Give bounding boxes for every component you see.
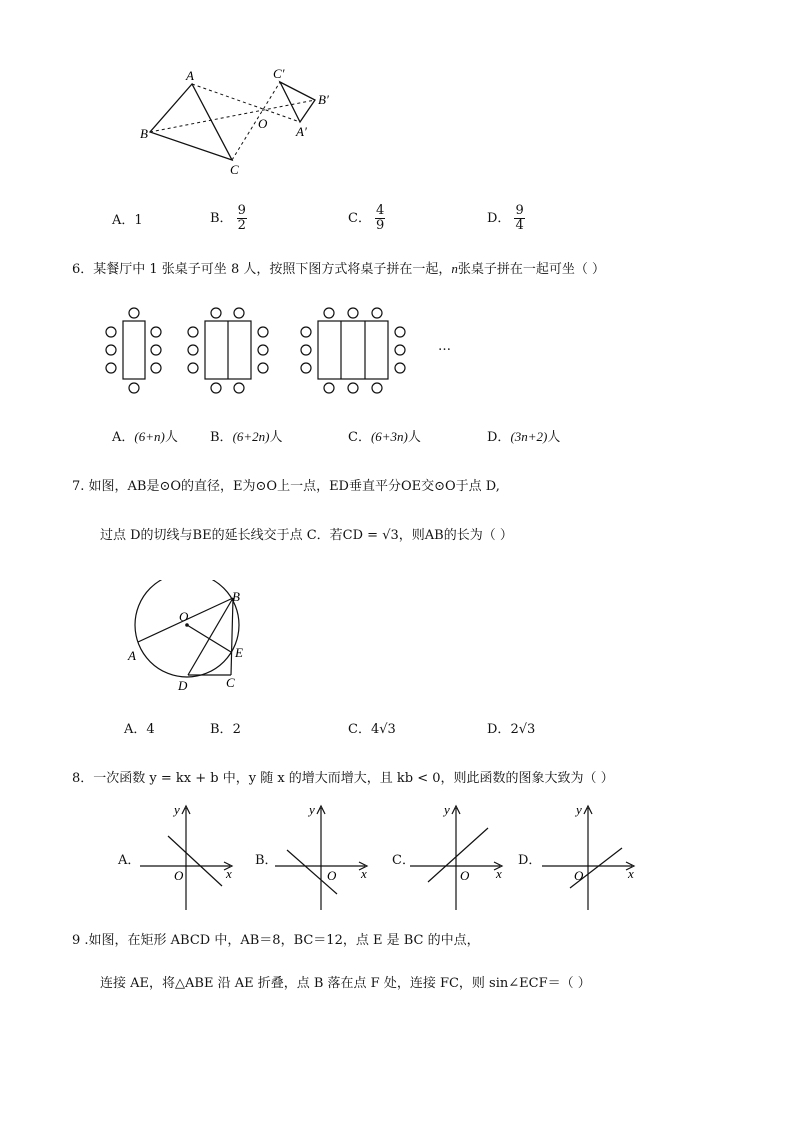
- option-expr: (6+2n): [232, 429, 270, 444]
- option-letter: C．: [348, 211, 371, 226]
- q5-option-c[interactable]: [348, 204, 385, 233]
- label-b: B: [140, 126, 148, 141]
- q8-option-d-label[interactable]: D．: [518, 853, 542, 868]
- axis-x-label: x: [226, 866, 232, 881]
- axis-y-label: y: [444, 802, 450, 817]
- q6-option-d[interactable]: [487, 428, 560, 447]
- option-value: 2: [232, 722, 241, 737]
- q7-option-a[interactable]: [124, 721, 155, 739]
- q6-option-b[interactable]: [210, 428, 283, 447]
- q8-graph-d[interactable]: [540, 798, 645, 913]
- q7-circle-figure: [125, 580, 255, 692]
- q6-option-a[interactable]: [112, 428, 178, 447]
- label-o: O: [258, 116, 268, 131]
- q7-option-c[interactable]: [348, 721, 396, 739]
- q7-option-d[interactable]: [487, 721, 535, 739]
- q8-graph-c[interactable]: [408, 798, 513, 913]
- option-expr: (3n+2): [510, 429, 548, 444]
- q8-option-b-label[interactable]: B．: [255, 853, 278, 868]
- q5-figure: [130, 62, 350, 182]
- label-d: D: [178, 678, 188, 692]
- label-a: A: [128, 648, 136, 663]
- option-value: 4√3: [370, 722, 396, 737]
- q6-tables-figure: [100, 305, 460, 397]
- axis-y-label: y: [576, 802, 582, 817]
- triangle-abc: [150, 84, 232, 160]
- q8-option-c-label[interactable]: C．: [392, 853, 415, 868]
- label-a-prime: A′: [296, 124, 307, 139]
- q8-graph-a[interactable]: [138, 798, 243, 913]
- option-letter: A．: [112, 213, 135, 228]
- fraction: $\frac{4}{9}$: [375, 203, 385, 233]
- triangle-a-prime-b-prime-c-prime: [280, 82, 315, 122]
- label-c: C: [230, 162, 239, 177]
- q7-option-b[interactable]: [210, 721, 241, 739]
- q7-stem-line-2: 过点 D的切线与BE的延长线交于点 C．若CD = √3，则AB的长为（ ）: [100, 528, 513, 543]
- label-c: C: [226, 675, 235, 690]
- option-letter: C．: [348, 430, 371, 445]
- option-letter: B．: [210, 722, 233, 737]
- option-unit: 人: [407, 430, 421, 445]
- q7-stem-line-1: 7. 如图，AB是⊙O的直径，E为⊙O上一点，ED垂直平分OE交⊙O于点 D,: [72, 479, 500, 494]
- axis-x-label: x: [628, 866, 634, 881]
- q6-option-c[interactable]: [348, 428, 421, 447]
- fraction: $\frac{9}{4}$: [515, 203, 524, 233]
- q8-option-a-label[interactable]: A．: [118, 853, 141, 868]
- option-value: 4: [146, 722, 155, 737]
- option-letter: A．: [112, 430, 135, 445]
- axis-y-label: y: [174, 802, 180, 817]
- option-letter: D．: [487, 430, 511, 445]
- label-e: E: [235, 645, 243, 660]
- q9-stem-line-2: 连接 AE，将△ABE 沿 AE 折叠，点 B 落在点 F 处，连接 FC，则 sin∠ECF＝（ ）: [100, 976, 591, 991]
- label-b-prime: B′: [318, 92, 329, 107]
- option-value: 2√3: [510, 722, 536, 737]
- axis-x-label: x: [361, 866, 367, 881]
- option-letter: B．: [210, 430, 233, 445]
- label-b: B: [232, 589, 240, 604]
- axis-x-label: x: [496, 866, 502, 881]
- fraction: $\frac{9}{2}$: [237, 203, 246, 233]
- option-unit: 人: [547, 430, 561, 445]
- origin-label: O: [174, 868, 184, 883]
- option-letter: D．: [487, 211, 511, 226]
- q8-graph-b[interactable]: [273, 798, 378, 913]
- option-expr: (6+n): [134, 429, 165, 444]
- option-letter: C．: [348, 722, 371, 737]
- option-unit: 人: [269, 430, 283, 445]
- origin-label: O: [327, 868, 337, 883]
- q6-stem: 6．某餐厅中 1 张桌子可坐 8 人，按照下图方式将桌子拼在一起，n张桌子拼在一起可坐（ ）: [72, 261, 605, 277]
- q5-option-b[interactable]: [210, 204, 247, 233]
- q5-option-d[interactable]: [487, 204, 525, 233]
- axis-y-label: y: [309, 802, 315, 817]
- option-letter: A．: [124, 722, 147, 737]
- option-expr: (6+3n): [370, 429, 408, 444]
- label-o: O: [179, 609, 189, 624]
- label-c-prime: C′: [273, 66, 285, 81]
- q5-option-a[interactable]: [112, 212, 143, 230]
- option-unit: 人: [164, 430, 178, 445]
- option-letter: B．: [210, 211, 233, 226]
- option-value: 1: [134, 213, 143, 228]
- q8-stem: 8．一次函数 y = kx + b 中，y 随 x 的增大而增大，且 kb < 0，则此函数的图象大致为（ ）: [72, 771, 614, 786]
- option-letter: D．: [487, 722, 511, 737]
- q6-ellipsis: …: [438, 339, 451, 354]
- q9-stem-line-1: 9 .如图，在矩形 ABCD 中，AB＝8，BC＝12，点 E 是 BC 的中点，: [72, 933, 480, 948]
- label-a: A: [186, 68, 194, 83]
- origin-label: O: [574, 868, 584, 883]
- origin-label: O: [460, 868, 470, 883]
